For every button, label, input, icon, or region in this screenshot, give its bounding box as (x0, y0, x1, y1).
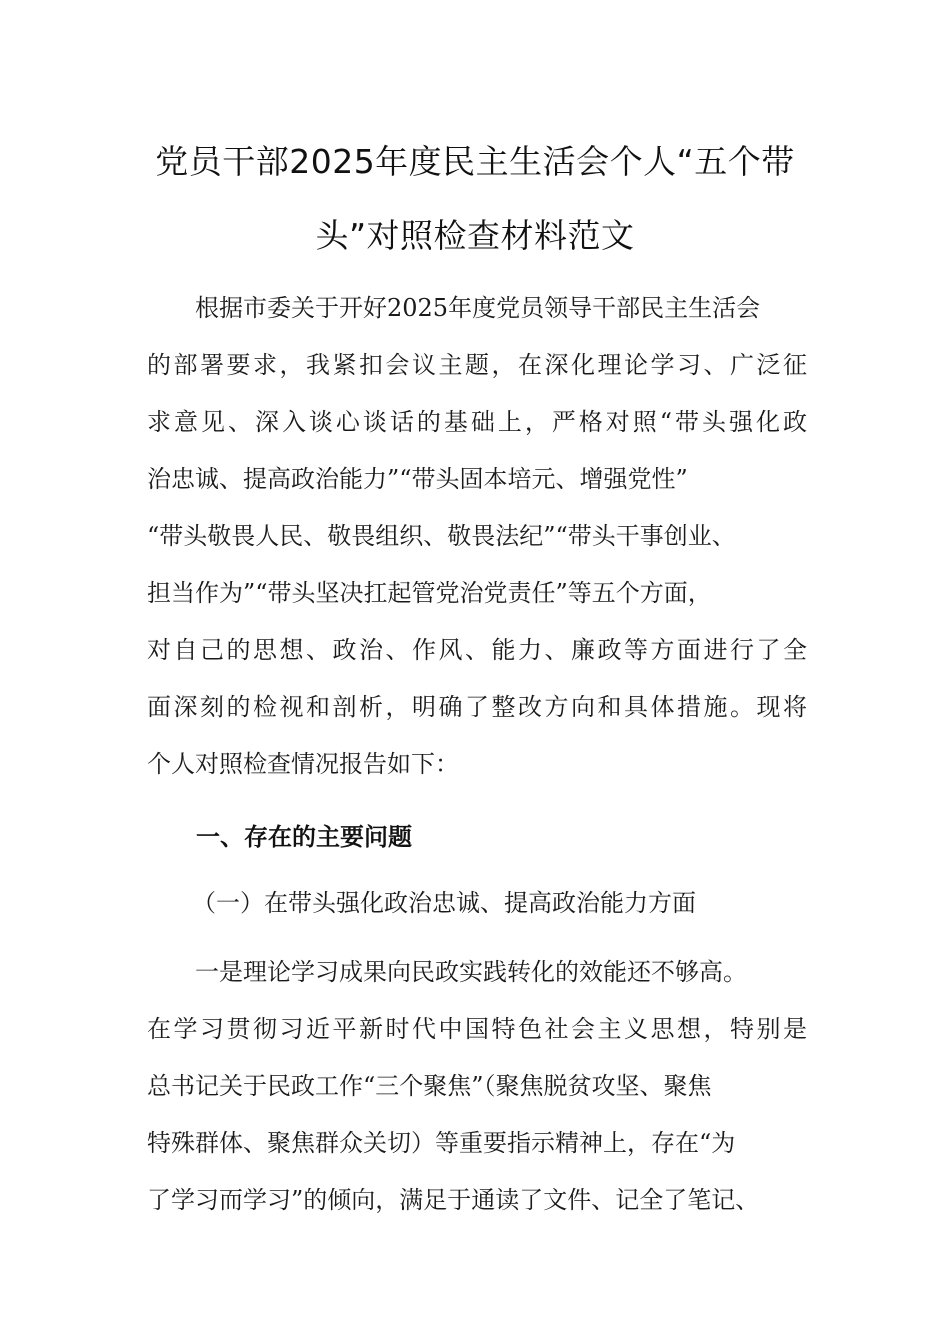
body-line: 特殊群体、聚焦群众关切）等重要指示精神上，存在“为 (147, 1129, 736, 1157)
subsection-heading: （一）在带头强化政治忠诚、提高政治能力方面 (192, 889, 696, 917)
body-line: 总书记关于民政工作“三个聚焦”（聚焦脱贫攻坚、聚焦 (147, 1072, 712, 1100)
body-line: 了学习而学习”的倾向，满足于通读了文件、记全了笔记、 (147, 1186, 760, 1214)
intro-line: 对自己的思想、政治、作风、能力、廉政等方面进行了全 (147, 636, 807, 664)
body-line: 在学习贯彻习近平新时代中国特色社会主义思想，特别是 (147, 1015, 807, 1043)
intro-line: 根据市委关于开好2025年度党员领导干部民主生活会 (195, 294, 761, 322)
document-title-line-2: 头”对照检查材料范文 (315, 216, 635, 255)
intro-line: 治忠诚、提高政治能力”“带头固本培元、增强党性” (147, 465, 688, 493)
intro-line: 面深刻的检视和剖析，明确了整改方向和具体措施。现将 (147, 693, 807, 721)
intro-line: 个人对照检查情况报告如下： (147, 750, 459, 778)
intro-line: 的部署要求，我紧扣会议主题，在深化理论学习、广泛征 (147, 351, 807, 379)
section-heading: 一、存在的主要问题 (196, 823, 412, 851)
body-line: 一是理论学习成果向民政实践转化的效能还不够高。 (195, 958, 747, 986)
intro-line: 求意见、深入谈心谈话的基础上，严格对照“带头强化政 (147, 408, 807, 436)
intro-line: “带头敬畏人民、敬畏组织、敬畏法纪”“带头干事创业、 (147, 522, 736, 550)
document-title-line-1: 党员干部2025年度民主生活会个人“五个带 (155, 142, 795, 181)
intro-line: 担当作为”“带头坚决扛起管党治党责任”等五个方面， (147, 579, 712, 607)
